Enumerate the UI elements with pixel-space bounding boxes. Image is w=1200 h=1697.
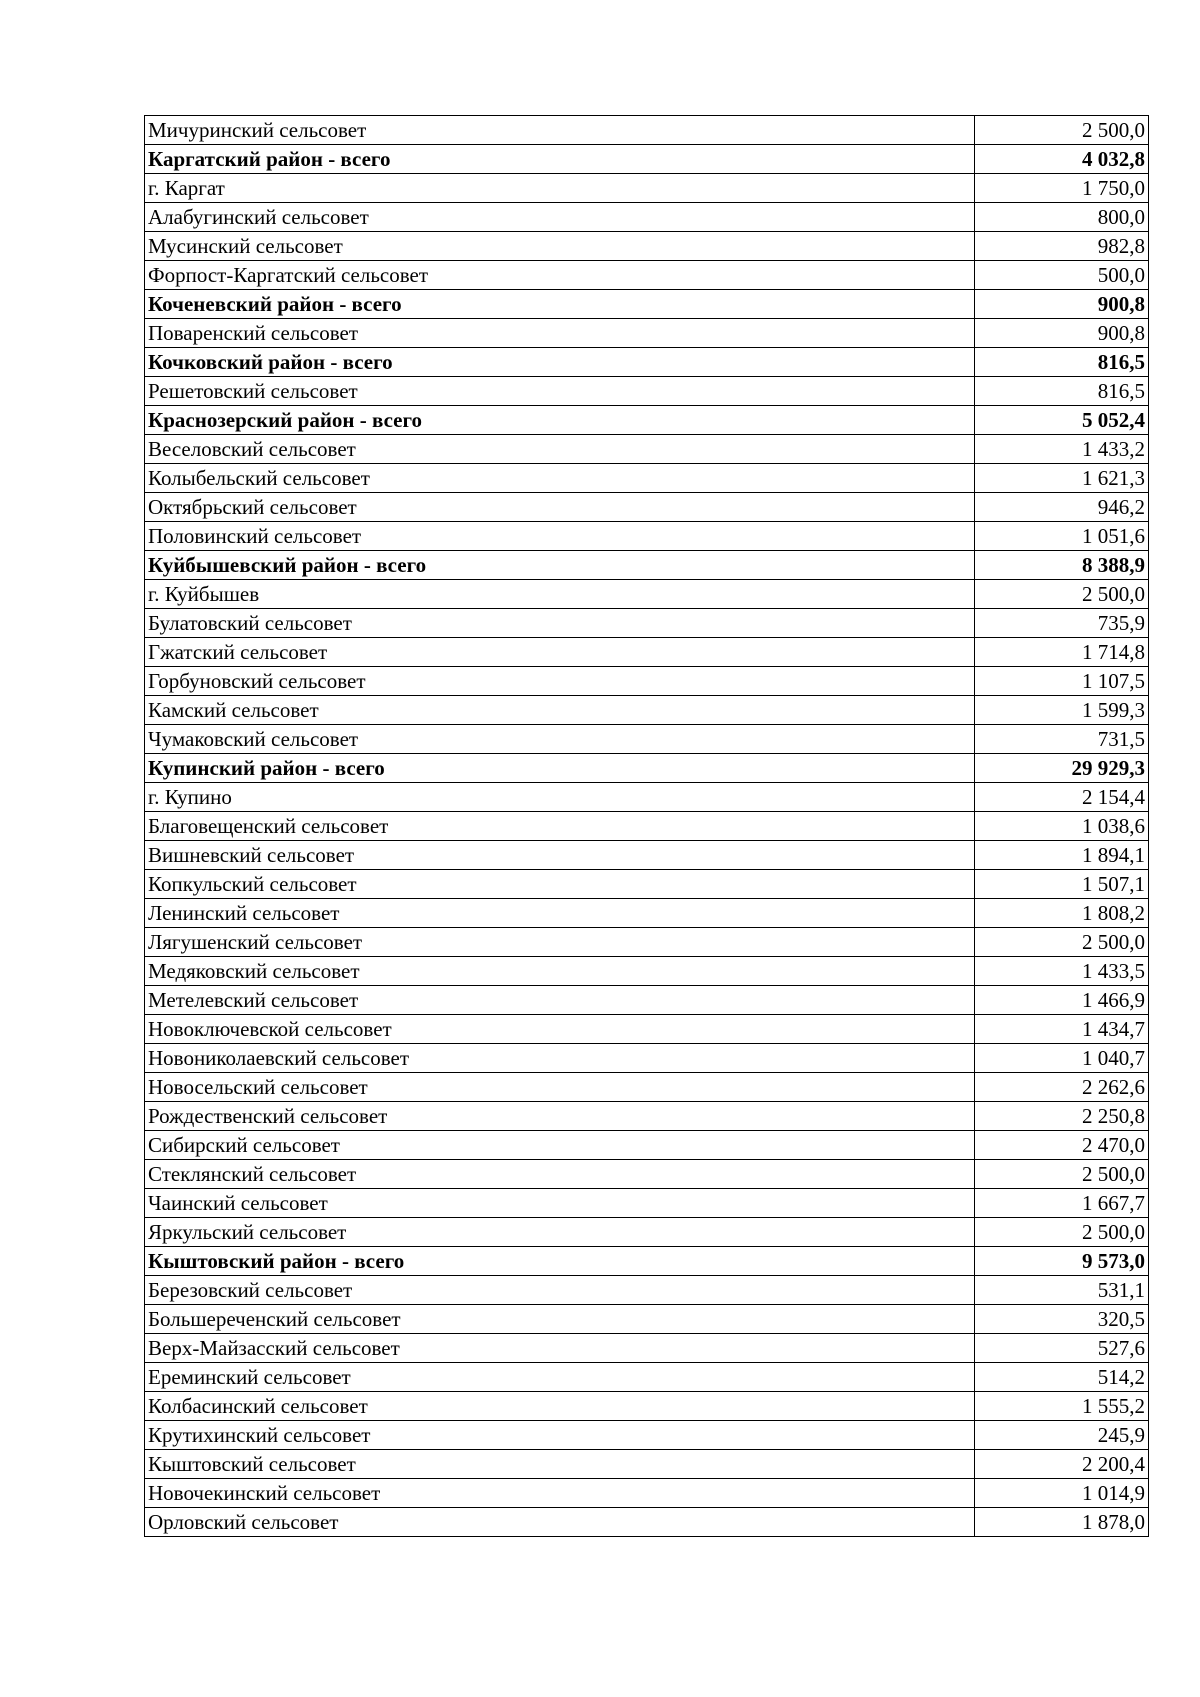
municipality-name: г. Купино [145,783,975,812]
table-row [145,232,1149,261]
municipality-value: 1 599,3 [975,696,1149,725]
table-row [145,1421,1149,1450]
municipality-name: Колыбельский сельсовет [145,464,975,493]
municipality-name: Колбасинский сельсовет [145,1392,975,1421]
table-row [145,1073,1149,1102]
municipality-name: Булатовский сельсовет [145,609,975,638]
municipality-value: 2 154,4 [975,783,1149,812]
municipality-name: Новониколаевский сельсовет [145,1044,975,1073]
table-row [145,1392,1149,1421]
table-row [145,1218,1149,1247]
table-row-total [145,551,1149,580]
municipality-name: Медяковский сельсовет [145,957,975,986]
table-row-total [145,1247,1149,1276]
municipality-value: 800,0 [975,203,1149,232]
municipality-name: Алабугинский сельсовет [145,203,975,232]
table-row [145,841,1149,870]
table-row [145,203,1149,232]
municipality-name: Веселовский сельсовет [145,435,975,464]
table-row [145,783,1149,812]
municipality-name: Чумаковский сельсовет [145,725,975,754]
municipality-value: 320,5 [975,1305,1149,1334]
municipality-value: 1 894,1 [975,841,1149,870]
district-total-value: 900,8 [975,290,1149,319]
allocation-table [144,115,1149,1537]
table-row [145,1479,1149,1508]
district-total-value: 4 032,8 [975,145,1149,174]
table-row [145,1189,1149,1218]
table-row [145,435,1149,464]
table-row [145,986,1149,1015]
table-row [145,870,1149,899]
table-row [145,725,1149,754]
district-total-name: Каргатский район - всего [145,145,975,174]
municipality-value: 531,1 [975,1276,1149,1305]
table-row-total [145,145,1149,174]
municipality-value: 2 200,4 [975,1450,1149,1479]
municipality-value: 527,6 [975,1334,1149,1363]
table-row-total [145,290,1149,319]
municipality-value: 1 038,6 [975,812,1149,841]
municipality-value: 946,2 [975,493,1149,522]
municipality-name: Половинский сельсовет [145,522,975,551]
district-total-name: Купинский район - всего [145,754,975,783]
municipality-name: Кыштовский сельсовет [145,1450,975,1479]
municipality-value: 2 500,0 [975,1160,1149,1189]
district-total-value: 5 052,4 [975,406,1149,435]
municipality-name: Верх-Майзасский сельсовет [145,1334,975,1363]
municipality-value: 982,8 [975,232,1149,261]
municipality-value: 900,8 [975,319,1149,348]
municipality-name: Яркульский сельсовет [145,1218,975,1247]
municipality-name: Поваренский сельсовет [145,319,975,348]
municipality-value: 1 107,5 [975,667,1149,696]
table-row [145,957,1149,986]
municipality-name: Вишневский сельсовет [145,841,975,870]
table-row-total [145,754,1149,783]
municipality-value: 2 500,0 [975,116,1149,145]
municipality-name: Рождественский сельсовет [145,1102,975,1131]
municipality-value: 2 500,0 [975,1218,1149,1247]
district-total-name: Кыштовский район - всего [145,1247,975,1276]
table-row [145,928,1149,957]
municipality-value: 1 621,3 [975,464,1149,493]
municipality-name: г. Каргат [145,174,975,203]
municipality-value: 1 808,2 [975,899,1149,928]
municipality-value: 245,9 [975,1421,1149,1450]
district-total-value: 8 388,9 [975,551,1149,580]
table-row [145,1450,1149,1479]
table-row [145,609,1149,638]
table-row [145,116,1149,145]
municipality-name: Благовещенский сельсовет [145,812,975,841]
municipality-name: Лягушенский сельсовет [145,928,975,957]
municipality-name: Копкульский сельсовет [145,870,975,899]
municipality-value: 2 470,0 [975,1131,1149,1160]
municipality-value: 1 714,8 [975,638,1149,667]
table-row [145,1131,1149,1160]
municipality-name: Новоключевской сельсовет [145,1015,975,1044]
municipality-value: 731,5 [975,725,1149,754]
municipality-value: 2 250,8 [975,1102,1149,1131]
table-row-total [145,406,1149,435]
municipality-value: 1 434,7 [975,1015,1149,1044]
table-row [145,377,1149,406]
municipality-value: 2 262,6 [975,1073,1149,1102]
table-row [145,1102,1149,1131]
district-total-value: 816,5 [975,348,1149,377]
municipality-name: Горбуновский сельсовет [145,667,975,696]
municipality-name: Октябрьский сельсовет [145,493,975,522]
table-row [145,638,1149,667]
municipality-name: Орловский сельсовет [145,1508,975,1537]
municipality-name: Новочекинский сельсовет [145,1479,975,1508]
municipality-value: 1 878,0 [975,1508,1149,1537]
table-row [145,1334,1149,1363]
municipality-value: 1 433,5 [975,957,1149,986]
district-total-name: Краснозерский район - всего [145,406,975,435]
district-total-value: 29 929,3 [975,754,1149,783]
table-row [145,667,1149,696]
municipality-value: 1 750,0 [975,174,1149,203]
municipality-name: Мичуринский сельсовет [145,116,975,145]
table-row [145,174,1149,203]
municipality-name: Решетовский сельсовет [145,377,975,406]
municipality-value: 2 500,0 [975,580,1149,609]
table-row [145,1276,1149,1305]
table-row [145,319,1149,348]
municipality-name: г. Куйбышев [145,580,975,609]
municipality-value: 1 466,9 [975,986,1149,1015]
municipality-value: 1 014,9 [975,1479,1149,1508]
municipality-value: 1 667,7 [975,1189,1149,1218]
municipality-name: Ереминский сельсовет [145,1363,975,1392]
district-total-name: Коченевский район - всего [145,290,975,319]
district-total-name: Куйбышевский район - всего [145,551,975,580]
table-row [145,493,1149,522]
municipality-value: 1 051,6 [975,522,1149,551]
table-row [145,1015,1149,1044]
district-total-name: Кочковский район - всего [145,348,975,377]
municipality-value: 2 500,0 [975,928,1149,957]
municipality-name: Чаинский сельсовет [145,1189,975,1218]
municipality-name: Стеклянский сельсовет [145,1160,975,1189]
municipality-name: Большереченский сельсовет [145,1305,975,1334]
table-row [145,1044,1149,1073]
municipality-name: Форпост-Каргатский сельсовет [145,261,975,290]
municipality-name: Сибирский сельсовет [145,1131,975,1160]
municipality-value: 500,0 [975,261,1149,290]
table-row [145,1508,1149,1537]
municipality-value: 1 507,1 [975,870,1149,899]
municipality-value: 1 433,2 [975,435,1149,464]
district-total-value: 9 573,0 [975,1247,1149,1276]
municipality-name: Ленинский сельсовет [145,899,975,928]
municipality-value: 816,5 [975,377,1149,406]
table-body [145,116,1149,1537]
municipality-name: Метелевский сельсовет [145,986,975,1015]
municipality-name: Новосельский сельсовет [145,1073,975,1102]
table-row [145,899,1149,928]
table-row [145,580,1149,609]
municipality-name: Гжатский сельсовет [145,638,975,667]
municipality-name: Мусинский сельсовет [145,232,975,261]
table-row [145,1305,1149,1334]
municipality-name: Березовский сельсовет [145,1276,975,1305]
table-row [145,522,1149,551]
municipality-name: Камский сельсовет [145,696,975,725]
municipality-value: 1 555,2 [975,1392,1149,1421]
table-row [145,1160,1149,1189]
municipality-name: Крутихинский сельсовет [145,1421,975,1450]
municipality-value: 735,9 [975,609,1149,638]
table-row [145,1363,1149,1392]
table-row-total [145,348,1149,377]
municipality-value: 514,2 [975,1363,1149,1392]
table-row [145,261,1149,290]
table-row [145,812,1149,841]
table-row [145,464,1149,493]
municipality-value: 1 040,7 [975,1044,1149,1073]
table-row [145,696,1149,725]
